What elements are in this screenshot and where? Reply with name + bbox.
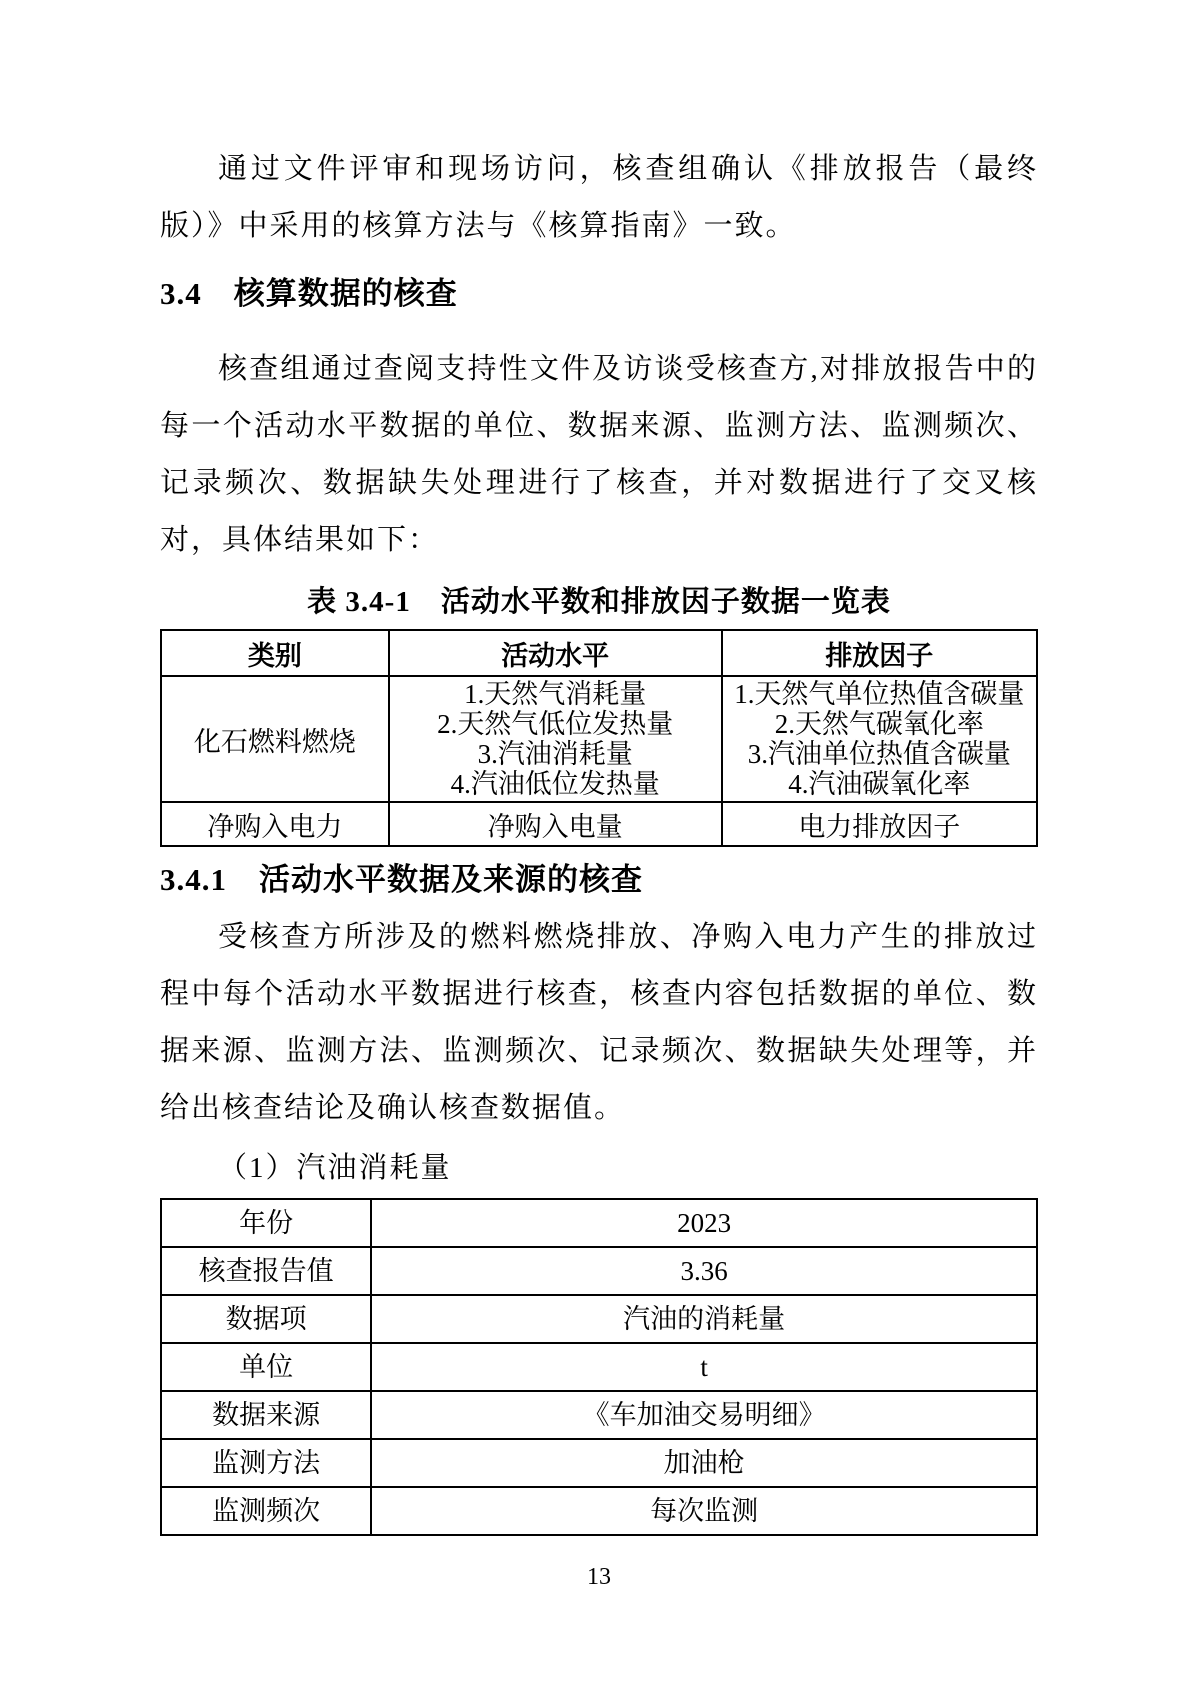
section-heading-3-4: 3.4 核算数据的核查 bbox=[160, 276, 458, 311]
table1-cell-fossil-factor-list bbox=[722, 676, 1037, 802]
table-activity-and-emission-factors bbox=[160, 629, 1038, 847]
table2-value-data-source: 《车加油交易明细》 bbox=[371, 1391, 1037, 1439]
paragraph-verification-scope: 核查组通过查阅支持性文件及访谈受核查方,对排放报告中的每一个活动水平数据的单位、数据来源、监测方法、监测频次、记录频次、数据缺失处理进行了核查，并对数据进行了交叉核对，具体结果如下： bbox=[160, 353, 1038, 556]
table1-header-emission-factor: 排放因子 bbox=[722, 630, 1037, 676]
table-gasoline-consumption-details bbox=[160, 1198, 1038, 1536]
factor-list-item: 1.天然气单位热值含碳量 bbox=[734, 679, 1025, 709]
table1-cell-electricity-category: 净购入电力 bbox=[161, 802, 389, 846]
table2-label-monitoring-method: 监测方法 bbox=[161, 1439, 371, 1487]
table2-row-verified-value bbox=[161, 1247, 1037, 1295]
factor-list-item: 4.汽油碳氧化率 bbox=[788, 769, 971, 799]
table1-row-purchased-electricity bbox=[161, 802, 1037, 846]
table1-cell-electricity-activity: 净购入电量 bbox=[389, 802, 722, 846]
activity-list-item: 3.汽油消耗量 bbox=[477, 739, 633, 769]
table2-label-year: 年份 bbox=[161, 1199, 371, 1247]
paragraph-activity-data-verification: 受核查方所涉及的燃料燃烧排放、净购入电力产生的排放过程中每个活动水平数据进行核查，核查内容包括数据的单位、数据来源、监测方法、监测频次、记录频次、数据缺失处理等，并给出核查结论及确认核查数据值。 bbox=[160, 921, 1038, 1124]
table-3-4-1-caption: 表 3.4-1 活动水平数和排放因子数据一览表 bbox=[307, 586, 891, 618]
table1-header-row bbox=[161, 630, 1037, 676]
activity-list-item: 1.天然气消耗量 bbox=[464, 679, 647, 709]
table2-value-monitoring-method: 加油枪 bbox=[371, 1439, 1037, 1487]
activity-list-item: 2.天然气低位发热量 bbox=[437, 709, 674, 739]
table2-row-year bbox=[161, 1199, 1037, 1247]
table2-value-data-item: 汽油的消耗量 bbox=[371, 1295, 1037, 1343]
table1-header-category: 类别 bbox=[161, 630, 389, 676]
table2-label-data-source: 数据来源 bbox=[161, 1391, 371, 1439]
table2-value-verified-value: 3.36 bbox=[371, 1247, 1037, 1295]
table1-cell-electricity-factor: 电力排放因子 bbox=[722, 802, 1037, 846]
page-number: 13 bbox=[587, 1564, 611, 1590]
table2-label-monitoring-frequency: 监测频次 bbox=[161, 1487, 371, 1535]
table2-label-verified-value: 核查报告值 bbox=[161, 1247, 371, 1295]
factor-list-item: 2.天然气碳氧化率 bbox=[774, 709, 984, 739]
table1-cell-fossil-category: 化石燃料燃烧 bbox=[161, 676, 389, 802]
table2-row-data-item bbox=[161, 1295, 1037, 1343]
table2-row-unit bbox=[161, 1343, 1037, 1391]
section-heading-3-4-1: 3.4.1 活动水平数据及来源的核查 bbox=[160, 862, 643, 897]
table2-label-data-item: 数据项 bbox=[161, 1295, 371, 1343]
table1-row-fossil-fuel bbox=[161, 676, 1037, 802]
table2-label-unit: 单位 bbox=[161, 1343, 371, 1391]
table2-value-monitoring-frequency: 每次监测 bbox=[371, 1487, 1037, 1535]
table2-row-monitoring-method bbox=[161, 1439, 1037, 1487]
table2-value-year: 2023 bbox=[371, 1199, 1037, 1247]
factor-list-item: 3.汽油单位热值含碳量 bbox=[747, 739, 1011, 769]
table2-row-data-source bbox=[161, 1391, 1037, 1439]
table1-header-activity-level: 活动水平 bbox=[389, 630, 722, 676]
activity-list-item: 4.汽油低位发热量 bbox=[450, 769, 660, 799]
item-gasoline-consumption-label: （1）汽油消耗量 bbox=[218, 1152, 452, 1184]
table1-cell-fossil-activity-list bbox=[389, 676, 722, 802]
table2-row-monitoring-frequency bbox=[161, 1487, 1037, 1535]
table2-value-unit: t bbox=[371, 1343, 1037, 1391]
paragraph-method-confirmation: 通过文件评审和现场访问，核查组确认《排放报告（最终版）》中采用的核算方法与《核算指南》一致。 bbox=[160, 153, 1038, 242]
